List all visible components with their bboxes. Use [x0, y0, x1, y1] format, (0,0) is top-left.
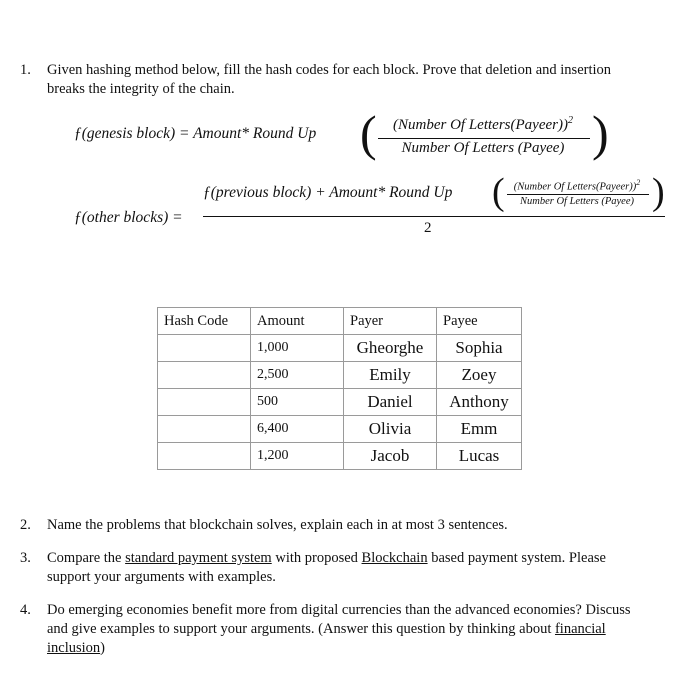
- inner-fraction-bar: [507, 194, 649, 195]
- inner-right-paren: ): [652, 171, 665, 213]
- hash-table: [157, 307, 522, 470]
- table-row: [158, 389, 522, 416]
- genesis-fraction-bar: [378, 138, 590, 139]
- other-blocks-lhs: ƒ(other blocks) =: [74, 209, 183, 226]
- question-4-number: 4.: [20, 602, 31, 618]
- hash-code-cell[interactable]: [158, 416, 251, 443]
- table-row: [158, 335, 522, 362]
- hash-code-cell[interactable]: [158, 362, 251, 389]
- question-3-text: [47, 549, 657, 587]
- header-payer: Payer: [344, 308, 437, 335]
- question-4-text: [47, 601, 657, 658]
- hash-code-cell[interactable]: [158, 335, 251, 362]
- payer-cell: Daniel: [344, 389, 437, 416]
- divisor: 2: [424, 220, 432, 236]
- payee-cell: Zoey: [437, 362, 522, 389]
- right-paren: ): [592, 105, 609, 161]
- payer-cell: Emily: [344, 362, 437, 389]
- question-4-line-3: inclusion): [47, 640, 106, 656]
- question-3-line-2: support your arguments with examples.: [47, 569, 276, 585]
- left-paren: (: [360, 105, 377, 161]
- genesis-denominator: Number Of Letters (Payee): [401, 140, 565, 156]
- inner-left-paren: (: [492, 171, 505, 213]
- table-header-row: [158, 308, 522, 335]
- amount-cell: 6,400: [251, 416, 344, 443]
- payer-cell: Jacob: [344, 443, 437, 470]
- inclusion-link[interactable]: inclusion: [47, 640, 101, 656]
- question-1-line-1: Given hashing method below, fill the hash codes for each block. Prove that deletion and insertion: [47, 62, 612, 78]
- genesis-numerator: (Number Of Letters(Payeer))$^2$: [393, 115, 573, 133]
- table-row: [158, 362, 522, 389]
- payee-cell: Emm: [437, 416, 522, 443]
- amount-cell: 2,500: [251, 362, 344, 389]
- hash-code-cell[interactable]: [158, 443, 251, 470]
- question-4-line-1: Do emerging economies benefit more from digital currencies than the advanced economies? Discuss: [47, 602, 631, 618]
- question-3-line-1: Compare the standard payment system with proposed Blockchain based payment system. Please: [47, 550, 606, 566]
- hash-code-cell[interactable]: [158, 389, 251, 416]
- financial-link[interactable]: financial: [554, 621, 606, 637]
- header-hash-code: Hash Code: [158, 308, 251, 335]
- payer-cell: Gheorghe: [344, 335, 437, 362]
- main-fraction-bar: [203, 216, 665, 217]
- payee-cell: Lucas: [437, 443, 522, 470]
- genesis-formula-lhs: ƒ(genesis block) = Amount* Round Up: [74, 125, 317, 142]
- header-payee: Payee: [437, 308, 522, 335]
- amount-cell: 1,000: [251, 335, 344, 362]
- amount-cell: 500: [251, 389, 344, 416]
- table-row: [158, 416, 522, 443]
- payee-cell: Sophia: [437, 335, 522, 362]
- header-amount: Amount: [251, 308, 344, 335]
- payer-cell: Olivia: [344, 416, 437, 443]
- question-1-line-2: breaks the integrity of the chain.: [47, 81, 235, 97]
- amount-cell: 1,200: [251, 443, 344, 470]
- question-3-number: 3.: [20, 550, 31, 566]
- question-2-text: Name the problems that blockchain solves, explain each in at most 3 sentences.: [47, 517, 508, 533]
- inner-numerator: (Number Of Letters(Payeer))$^2$: [513, 178, 641, 193]
- standard-payment-system-link[interactable]: standard payment system: [125, 550, 272, 566]
- question-4-line-2: and give examples to support your arguments. (Answer this question by thinking about financial: [47, 621, 606, 637]
- payee-cell: Anthony: [437, 389, 522, 416]
- question-1-text: [47, 61, 657, 99]
- inner-denominator: Number Of Letters (Payee): [519, 196, 634, 207]
- question-1-number: 1.: [20, 62, 31, 78]
- question-2-number: 2.: [20, 517, 31, 533]
- blockchain-link[interactable]: Blockchain: [361, 550, 428, 566]
- table-row: [158, 443, 522, 470]
- other-blocks-top-prefix: ƒ(previous block) + Amount* Round Up: [203, 184, 453, 201]
